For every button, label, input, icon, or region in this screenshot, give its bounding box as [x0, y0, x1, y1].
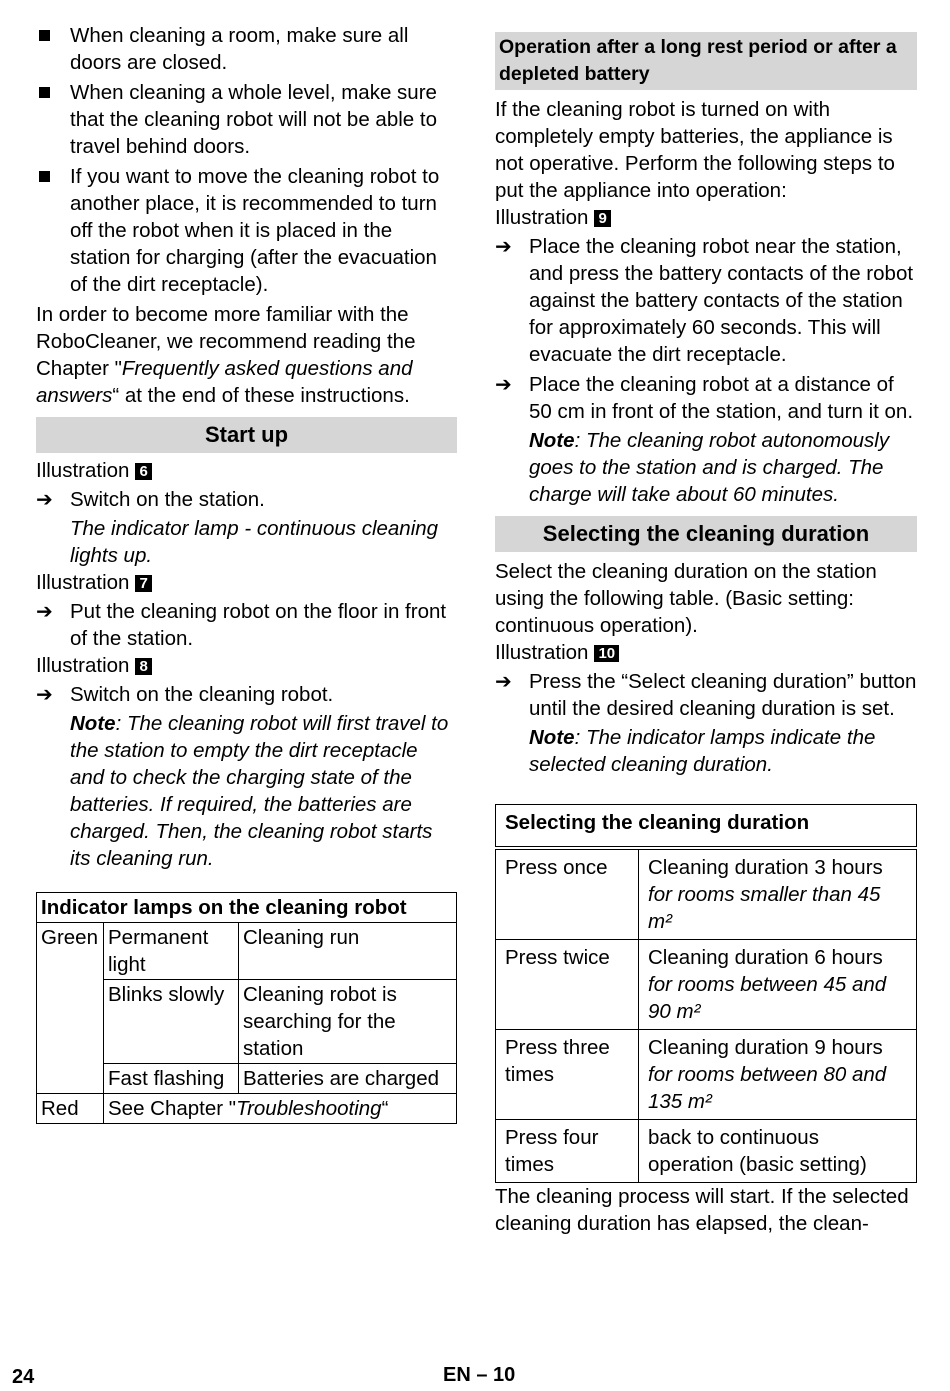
table-cell: Press once — [496, 848, 639, 940]
illustration-ref: Illustration 7 — [36, 569, 457, 596]
illustration-ref: Illustration 9 — [495, 204, 917, 231]
instruction-step: ➔ Put the cleaning robot on the floor in front of the station. — [36, 599, 447, 650]
table-row — [496, 1030, 917, 1120]
illustration-ref: Illustration 6 — [36, 457, 457, 484]
table-cell: Press four times — [496, 1120, 639, 1183]
arrow-right-icon: ➔ — [36, 599, 53, 623]
illustration-number-badge: 8 — [135, 658, 151, 675]
rest-period-heading: Operation after a long rest period or after a depleted battery — [495, 32, 917, 90]
step-note: Note: The cleaning robot will first travel to the station to empty the dirt receptacle and to check the charging state of the batteries. If required, the batteries are charged. Then, the cleaning robot starts its cleaning run. — [70, 712, 449, 870]
table-cell: Cleaning run — [239, 923, 457, 980]
instruction-step: ➔ Place the cleaning robot at a distance of 50 cm in front of the station, and turn it on. — [495, 372, 914, 423]
table-cell: Cleaning duration 9 hours for rooms between 80 and 135 m² — [639, 1030, 917, 1120]
arrow-right-icon: ➔ — [36, 487, 53, 511]
table-row — [496, 940, 917, 1030]
table-row — [37, 923, 457, 980]
closing-paragraph: The cleaning process will start. If the selected cleaning duration has elapsed, the clean- — [495, 1185, 909, 1235]
illustration-number-badge: 10 — [594, 645, 619, 662]
arrow-right-icon: ➔ — [36, 682, 53, 706]
left-column — [36, 22, 457, 1124]
step-note: Note: The cleaning robot autonomously goes to the station and is charged. The charge will take about 60 minutes. — [529, 429, 890, 506]
square-bullet-icon — [39, 87, 50, 98]
table-title: Selecting the cleaning duration — [496, 805, 917, 849]
instruction-step: ➔ Place the cleaning robot near the station, and press the battery contacts of the robot against the battery contacts of the station for approximately 60 seconds. This will evacuate the dirt receptacle. — [495, 234, 914, 366]
rest-paragraph: If the cleaning robot is turned on with completely empty batteries, the appliance is not operative. Perform the following steps to put the appliance into operation: — [495, 98, 895, 202]
instruction-step: ➔ Switch on the station. — [36, 487, 265, 511]
illustration-number-badge: 6 — [135, 463, 151, 480]
page-reference: EN – 10 — [443, 1364, 516, 1386]
illustration-ref: Illustration 10 — [495, 639, 917, 666]
duration-paragraph: Select the cleaning duration on the station using the following table. (Basic setting: continuous operation). — [495, 560, 877, 637]
instruction-step: ➔ Switch on the cleaning robot. — [36, 682, 334, 706]
table-cell: Permanent light — [104, 923, 239, 980]
page-number: 24 — [12, 1366, 35, 1388]
table-cell: Cleaning duration 6 hours for rooms between 45 and 90 m² — [639, 940, 917, 1030]
bullet-item: When cleaning a room, make sure all doors are closed. — [36, 22, 457, 76]
indicator-lamps-table — [36, 892, 457, 1124]
illustration-number-badge: 9 — [594, 210, 610, 227]
bullet-item: When cleaning a whole level, make sure that the cleaning robot will not be able to travel behind doors. — [36, 79, 457, 160]
step-result: The indicator lamp - continuous cleaning lights up. — [70, 517, 439, 567]
illustration-ref: Illustration 8 — [36, 652, 457, 679]
table-cell: Cleaning duration 3 hours for rooms smaller than 45 m² — [639, 848, 917, 940]
intro-paragraph: In order to become more familiar with the RoboCleaner, we recommend reading the Chapter "Frequently asked questions and answers“ at the end of these instructions. — [36, 303, 416, 407]
table-row — [37, 1094, 457, 1124]
table-cell: Cleaning robot is searching for the station — [239, 980, 457, 1064]
right-column — [495, 32, 917, 1237]
table-cell: Press twice — [496, 940, 639, 1030]
instruction-step: ➔ Press the “Select cleaning duration” button until the desired cleaning duration is set. — [495, 669, 917, 720]
table-cell: Batteries are charged — [239, 1064, 457, 1094]
arrow-right-icon: ➔ — [495, 372, 512, 396]
table-cell: Blinks slowly — [104, 980, 239, 1064]
table-cell: Press three times — [496, 1030, 639, 1120]
cleaning-duration-table — [495, 804, 917, 1183]
cleaning-duration-heading: Selecting the cleaning duration — [495, 516, 917, 552]
table-title: Indicator lamps on the cleaning robot — [37, 893, 457, 923]
square-bullet-icon — [39, 30, 50, 41]
bullet-item: If you want to move the cleaning robot to another place, it is recommended to turn off the robot when it is placed in the station for charging (after the evacuation of the dirt receptacle). — [36, 163, 457, 298]
step-note: Note: The indicator lamps indicate the selected cleaning duration. — [529, 726, 876, 776]
table-cell: See Chapter "Troubleshooting“ — [104, 1094, 457, 1124]
table-row — [496, 1120, 917, 1183]
table-cell: Red — [37, 1094, 104, 1124]
table-row — [496, 848, 917, 940]
table-cell: Green — [37, 923, 104, 1094]
square-bullet-icon — [39, 171, 50, 182]
start-up-heading: Start up — [36, 417, 457, 453]
table-cell: Fast flashing — [104, 1064, 239, 1094]
arrow-right-icon: ➔ — [495, 234, 512, 258]
illustration-number-badge: 7 — [135, 575, 151, 592]
arrow-right-icon: ➔ — [495, 669, 512, 693]
table-cell: back to continuous operation (basic setting) — [639, 1120, 917, 1183]
